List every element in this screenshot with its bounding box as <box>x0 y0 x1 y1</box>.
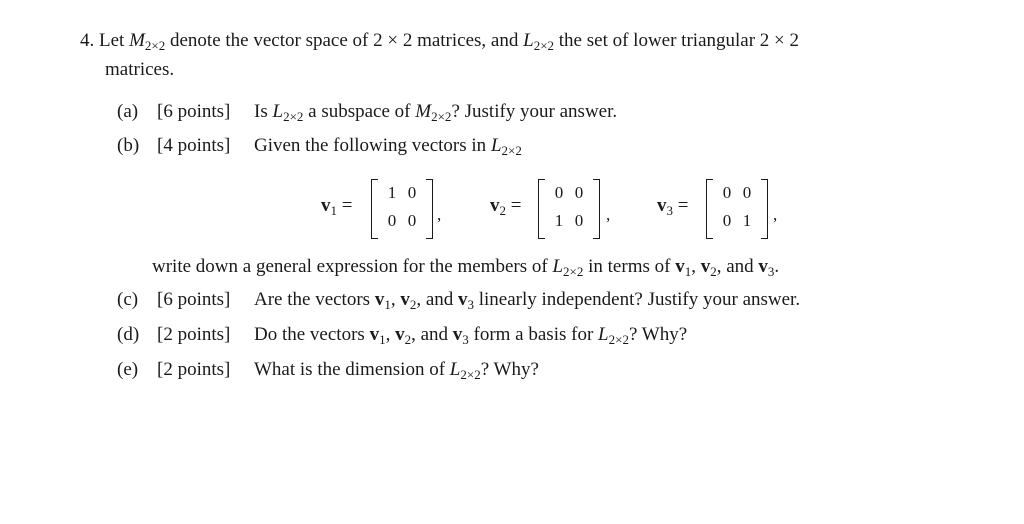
part-points: [2 points] <box>157 359 231 380</box>
matrix: 1 0 0 0 <box>371 178 433 240</box>
part-label: (b) <box>117 135 140 156</box>
part-label: (c) <box>117 289 139 310</box>
part-points: [6 points] <box>157 289 231 310</box>
part-label: (e) <box>117 359 139 380</box>
part-text: Are the vectors $v_1$, $v_2$, and $v_3$ linearly independent? Justify your answer. <box>254 289 801 312</box>
part-b-continued: write down a general expression for the members of $L_{2\times 2}$ in terms of $v_1$, $v_2$, and $v_3$. <box>152 256 780 279</box>
part-text: Given the following vectors in $L_{2\times 2}$ <box>254 135 522 158</box>
question-number: 4. <box>80 30 95 51</box>
part-points: [4 points] <box>157 135 231 156</box>
part-text: What is the dimension of $L_{2\times 2}$? Why? <box>254 359 539 382</box>
part-points: [2 points] <box>157 324 231 345</box>
vector-definitions: $v_1$ = 1 0 0 0 , $v_2$ = 0 0 1 0 , $v_3$ = 0 0 0 1 , <box>321 178 821 240</box>
matrix: 0 0 1 0 <box>538 178 600 240</box>
matrix: 0 0 0 1 <box>706 178 768 240</box>
part-label: (a) <box>117 101 139 122</box>
part-text: Is $L_{2\times 2}$ a subspace of $M_{2\times 2}$? Justify your answer. <box>254 101 618 124</box>
part-label: (d) <box>117 324 140 345</box>
question-stem-continued: matrices. <box>105 59 175 80</box>
part-points: [6 points] <box>157 101 231 122</box>
part-text: Do the vectors $v_1$, $v_2$, and $v_3$ form a basis for $L_{2\times 2}$? Why? <box>254 324 688 347</box>
question-stem: 4. Let $M_{2\times 2}$ denote the vector space of 2 × 2 matrices, and $L_{2\times 2}$ the set of lower triangular 2 × 2 <box>80 30 800 53</box>
